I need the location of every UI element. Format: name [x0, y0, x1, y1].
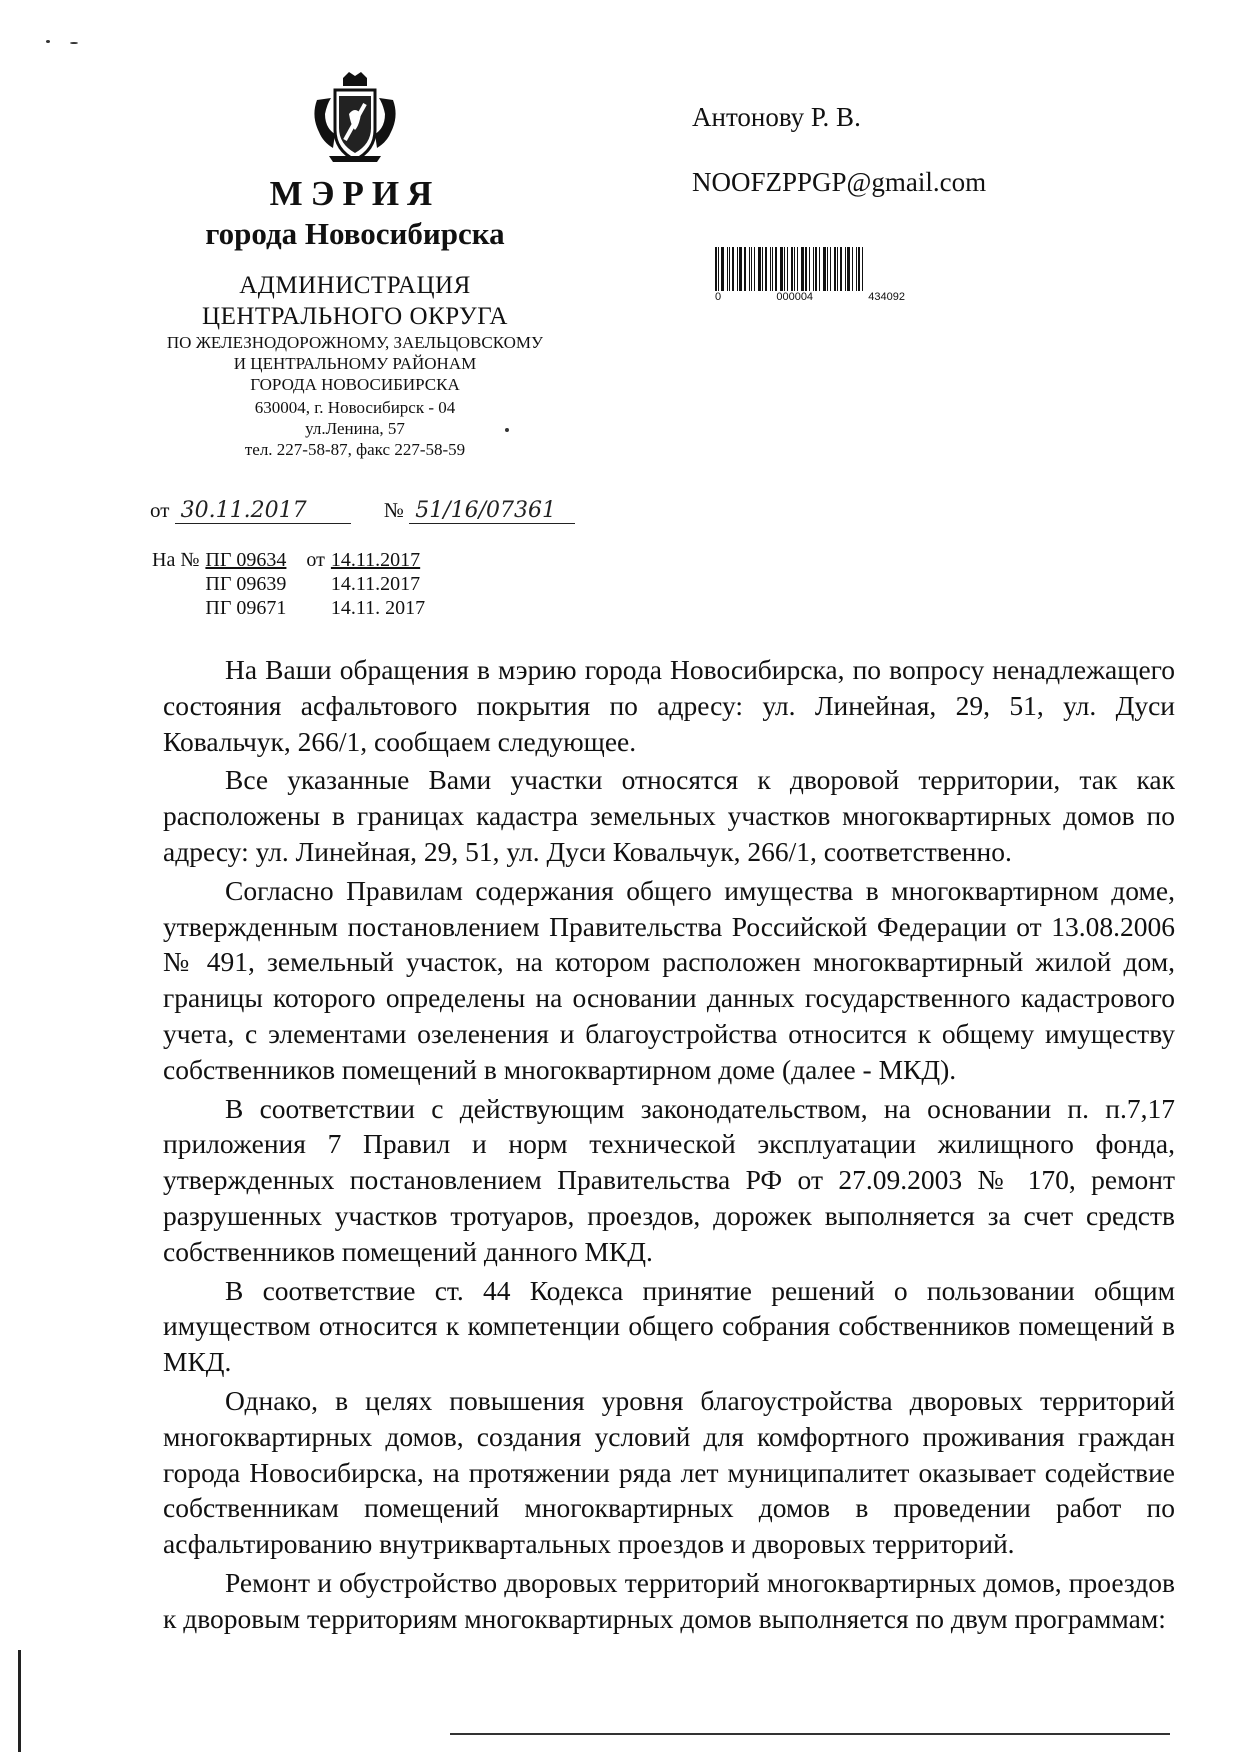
scan-speck — [70, 42, 78, 44]
districts-line: ГОРОДА НОВОСИБИРСКА — [250, 375, 460, 394]
incoming-date: 14.11. 2017 — [330, 597, 426, 619]
barcode — [715, 247, 915, 303]
barcode-bar — [784, 247, 785, 291]
outgoing-number: 51/16/07361 — [409, 498, 575, 524]
barcode-bar — [834, 247, 836, 291]
barcode-bar — [819, 247, 820, 291]
barcode-bar — [770, 247, 771, 291]
barcode-bar — [744, 247, 746, 291]
barcode-bar — [721, 247, 724, 291]
admin-title: АДМИНИСТРАЦИЯ — [239, 272, 471, 299]
barcode-bar — [772, 247, 773, 291]
barcode-bar — [794, 247, 795, 291]
barcode-bar — [856, 247, 857, 291]
barcode-bar — [862, 247, 863, 291]
body-paragraph: В соответствие ст. 44 Кодекса принятие решений о пользовании общим имуществом относится к компетенции общего собрания собственников помещений в МКД. — [163, 1274, 1175, 1378]
body-paragraph: Согласно Правилам содержания общего имущества в многоквартирном доме, утвержденным постановлением Правительства Российской Федерации от 13.08.2006 № 491, земельный участок, на котором расположен многоквартирный жилой дом, границы которого определены на основании данных государственного кадастрового учета, с элементами озеленения и благоустройства относится к общему имуществу собственников помещений в многоквартирном доме (далее - МКД). — [163, 874, 1175, 1085]
body-paragraph: Однако, в целях повышения уровня благоустройства дворовых территорий многоквартирных домов, создания условий для комфортного проживания граждан города Новосибирска, на протяжении ряда лет муниципалитет оказывает содействие собственникам помещений многоквартирных домов в проведении работ по асфальтированию внутриквартальных проездов и дворовых территорий. — [163, 1384, 1175, 1560]
incoming-date: 14.11.2017 — [330, 549, 421, 571]
barcode-bar — [797, 247, 798, 291]
barcode-bar — [852, 247, 853, 291]
incoming-label: На № — [152, 549, 200, 571]
phone-fax: тел. 227-58-87, факс 227-58-59 — [244, 440, 466, 459]
barcode-bar — [827, 247, 828, 291]
barcode-bar — [762, 247, 763, 291]
letter-body — [163, 652, 1175, 1637]
districts-line: ПО ЖЕЛЕЗНОДОРОЖНОМУ, ЗАЕЛЬЦОВСКОМУ — [166, 333, 544, 352]
city-title: города Новосибирска — [205, 216, 505, 251]
body-paragraph: В соответствии с действующим законодательством, на основании п. п.7,17 приложения 7 Правил и норм технической эксплуатации жилищного фонда, утвержденных постановлением Правительства РФ от 27.09.2003 № 170, ремонт разрушенных участков тротуаров, проездов, дорожек выполняется за счет средств собственников помещений данного МКД. — [163, 1092, 1175, 1267]
incoming-references — [152, 548, 431, 620]
scan-speck — [46, 40, 50, 43]
barcode-bar — [715, 247, 717, 291]
barcode-bar — [765, 247, 767, 291]
barcode-digit: 000004 — [776, 291, 814, 303]
barcode-bar — [737, 247, 738, 291]
from-label: от — [150, 498, 170, 522]
barcode-bar — [805, 247, 807, 291]
barcode-bar — [732, 247, 734, 291]
barcode-bar — [727, 247, 728, 291]
incoming-number: ПГ 09639 — [205, 573, 287, 595]
barcode-bar — [858, 247, 860, 291]
incoming-number: ПГ 09634 — [205, 549, 287, 571]
novosibirsk-coat-of-arms-icon — [309, 70, 401, 166]
barcode-bar — [791, 247, 793, 291]
outgoing-date: 30.11.2017 — [175, 498, 351, 524]
barcode-bar — [780, 247, 783, 291]
incoming-date-label: от — [306, 549, 325, 571]
barcode-bar — [758, 247, 761, 291]
barcode-bar — [775, 247, 777, 291]
barcode-bar — [809, 247, 810, 291]
barcode-bar — [739, 247, 742, 291]
recipient-name: Антонову Р. В. — [692, 102, 861, 132]
admin-title-2: ЦЕНТРАЛЬНОГО ОКРУГА — [202, 303, 508, 330]
barcode-digit: 434092 — [868, 291, 905, 303]
incoming-date: 14.11.2017 — [330, 573, 421, 595]
barcode-bar — [801, 247, 804, 291]
barcode-bars — [715, 247, 915, 291]
mayoralty-title: МЭРИЯ — [269, 174, 441, 213]
barcode-bar — [729, 247, 730, 291]
districts-line: И ЦЕНТРАЛЬНОМУ РАЙОНАМ — [233, 354, 477, 373]
barcode-bar — [813, 247, 814, 291]
number-label: № — [383, 498, 404, 522]
barcode-bar — [718, 247, 719, 291]
barcode-bar — [754, 247, 755, 291]
body-paragraph: На Ваши обращения в мэрию города Новосибирска, по вопросу ненадлежащего состояния асфальтового покрытия по адресу: ул. Линейная, 29, 51, ул. Дуси Ковальчук, 266/1, сообщаем следующее. — [163, 654, 1175, 757]
recipient-email: NOOFZPPGP@gmail.com — [692, 167, 987, 197]
barcode-digit: 0 — [715, 291, 722, 303]
barcode-bar — [751, 247, 752, 291]
scan-edge-mark — [18, 1650, 21, 1752]
body-paragraph: Все указанные Вами участки относятся к дворовой территории, так как расположены в границах кадастра земельных участков многоквартирных домов по адресу: ул. Линейная, 29, 51, ул. Дуси Ковальчук, 266/1, соответственно. — [163, 764, 1175, 867]
barcode-numbers — [715, 291, 905, 303]
barcode-bar — [787, 247, 788, 291]
barcode-bar — [815, 247, 817, 291]
barcode-bar — [749, 247, 750, 291]
body-paragraph: Ремонт и обустройство дворовых территорий многоквартирных домов, проездов к дворовым территориям многоквартирных домов выполняется по двум программам: — [163, 1566, 1175, 1634]
letterhead — [120, 70, 590, 460]
barcode-bar — [840, 247, 842, 291]
incoming-number: ПГ 09671 — [205, 597, 287, 619]
outgoing-reference — [150, 498, 575, 524]
barcode-bar — [823, 247, 826, 291]
scan-bottom-line — [450, 1733, 1170, 1735]
street-address: ул.Ленина, 57 — [305, 419, 405, 438]
barcode-bar — [830, 247, 831, 291]
barcode-bar — [847, 247, 850, 291]
barcode-bar — [845, 247, 846, 291]
barcode-bar — [837, 247, 838, 291]
postal-address: 630004, г. Новосибирск - 04 — [254, 398, 456, 417]
